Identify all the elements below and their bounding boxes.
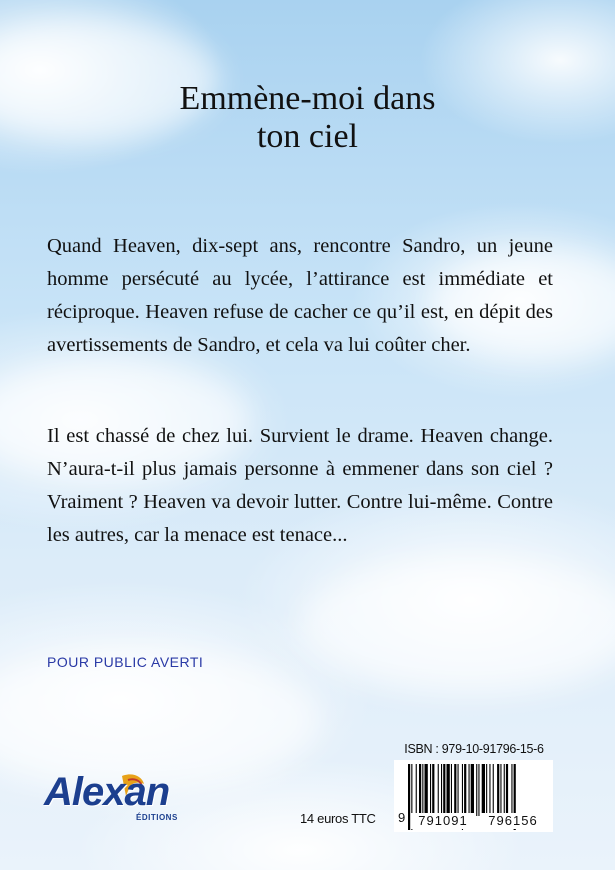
barcode-bar: [511, 764, 512, 816]
barcode-bar: [416, 764, 417, 816]
barcode-bar: [430, 764, 431, 816]
barcode-bar: [482, 764, 485, 816]
barcode-bar: [476, 764, 477, 816]
publisher-logo: [44, 770, 194, 830]
barcode-bar: [441, 764, 442, 816]
blurb-paragraph-1: Quand Heaven, dix-sept ans, rencontre Sandro, un jeune homme persécuté au lycée, l’attirance est immédiate et réciproque. Heaven refuse de cacher ce qu’il est, en dépit des avertissements de Sandro, et cela va lui coûter cher.: [47, 235, 553, 356]
barcode-bar: [422, 764, 423, 816]
barcode-bar: [506, 764, 508, 816]
barcode-bar: [504, 764, 505, 816]
cloud-shape: [0, 650, 320, 790]
barcode-bar: [471, 764, 474, 816]
barcode-group-1: 791091: [411, 813, 475, 829]
barcode-bar: [454, 764, 456, 816]
audience-notice: POUR PUBLIC AVERTI: [47, 654, 204, 670]
barcode-bar: [478, 764, 479, 816]
barcode-bar: [458, 764, 459, 816]
barcode-bar: [489, 764, 490, 816]
barcode-first-digit: 9: [398, 810, 406, 825]
barcode-bar: [408, 764, 410, 830]
isbn-label: ISBN : 979-10-91796-15-6: [404, 742, 544, 756]
barcode-bar: [451, 764, 452, 816]
barcode-bar: [438, 764, 439, 816]
barcode-group-2: 796156: [481, 813, 545, 829]
barcode-bar: [493, 764, 494, 816]
book-title-line1: Emmène-moi dans: [179, 80, 436, 117]
book-title-line2: ton ciel: [256, 118, 359, 155]
barcode-bar: [443, 764, 445, 816]
barcode-bar: [447, 764, 450, 816]
publisher-sub: ÉDITIONS: [136, 813, 178, 822]
publisher-name: Alexan: [44, 770, 170, 814]
cloud-shape: [300, 560, 615, 690]
barcode-bar: [497, 764, 499, 816]
barcode-bar: [500, 764, 501, 816]
blurb-paragraph-2: Il est chassé de chez lui. Survient le drame. Heaven change. N’aura-t-il plus jamais personne à emmener dans son ciel ? Vraiment ? Heaven va devoir lutter. Contre lui-même. Contre les autres, car la menace est tenace...: [47, 425, 553, 546]
barcode-bar: [486, 764, 487, 816]
barcode-bar: [469, 764, 470, 816]
barcode-bar: [432, 764, 434, 816]
price-label: 14 euros TTC: [300, 811, 376, 826]
barcode-bar: [464, 764, 466, 816]
barcode-bar: [419, 764, 421, 816]
barcode-bar: [425, 764, 428, 816]
book-title: [0, 80, 615, 156]
